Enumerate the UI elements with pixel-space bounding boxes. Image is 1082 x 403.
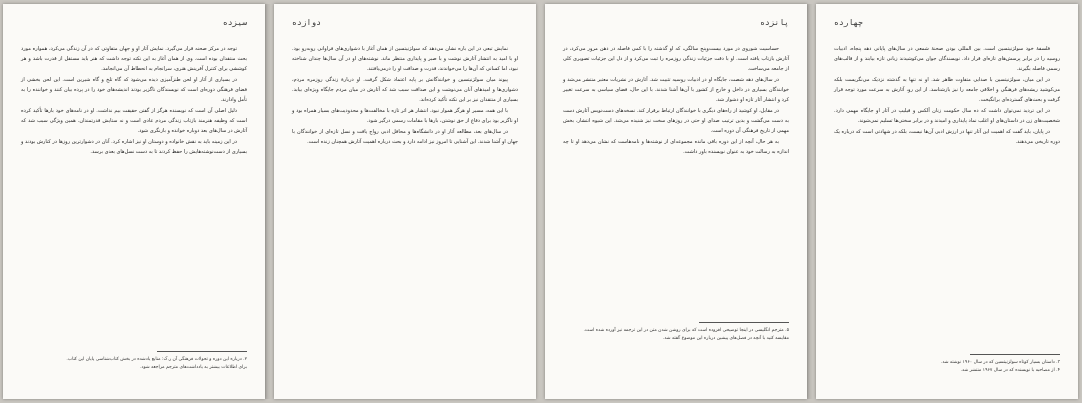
book-page-left-outer xyxy=(3,4,265,399)
page-header xyxy=(292,18,518,27)
paragraph: با این همه، مسیر او هرگز هموار نبود. انتشار هر اثر تازه با مخالفت‌ها و محدودیت‌های بسیار همراه بود و او ناگزیر بود برای دفاع از حق نوشتن، بارها با مقامات رسمی درگیر شود. xyxy=(292,108,518,124)
paragraph: در سال‌های دهه شصت، جایگاه او در ادبیات روسیه تثبیت شد. آثارش در نشریات معتبر منتشر می‌شد و خوانندگان بسیاری در داخل و خارج از کشور با آن‌ها آشنا شدند. با این حال، فضای سیاسی به سرعت تغییر کرد و انتشار آثار تازه او دشوار شد. xyxy=(563,77,789,103)
paragraph: در سال‌های بعد، مطالعه آثار او در دانشگاه‌ها و محافل ادبی رواج یافت و نسل تازه‌ای از خوانندگان با جهان او آشنا شدند. این آشنایی تا امروز نیز ادامه دارد و بحث درباره اهمیت آثارش همچنان زنده است. xyxy=(292,129,518,145)
footnote: ۳. داستان بسیار کوتاه سولژنیتسین که در سال ۱۹۶۰ نوشته شد. xyxy=(940,360,1060,365)
page-header xyxy=(21,18,247,27)
page-number: پانزده xyxy=(760,18,789,27)
page-number: دوازده xyxy=(292,18,321,27)
paragraph: نمایش تبعی در این باره نشان می‌دهد که سولژنیتسین از همان آغاز با دشواری‌های فراوانی روبه‌رو بود. او با امید به انتشار آثارش نوشت و با صبر و پایداری منتظر ماند. نوشته‌های او در آن سال‌ها چندان شناخته نبود، اما کسانی که آن‌ها را می‌خواندند، قدرت و صداقت او را درمی‌یافتند. xyxy=(292,46,518,72)
spine-shadow xyxy=(807,4,813,399)
paragraph: فلسفهٔ خود سولژنیتسین است. بین المللی بودن صحنهٔ شمعی در سال‌های پایانی دهه پنجاه، ادبیات روسیه را در برابر پرسش‌های تازه‌ای قرار داد. نویسندگان جوان می‌کوشیدند زبانی تازه بیابند و از قالب‌های رسمی فاصله بگیرند. xyxy=(834,46,1060,72)
paragraph: به هر حال، آنچه از این دوره باقی مانده مجموعه‌ای از نوشته‌ها و نامه‌هاست که نشان می‌دهد او تا چه اندازه به رسالت خود به عنوان نویسنده باور داشت. xyxy=(563,139,789,155)
page-number: سیزده xyxy=(222,18,247,27)
footnote: ۵. مترجم انگلیسی در اینجا توضیحی افزوده است که برای روشن شدن متن در این ترجمه نیز آورده شده است. xyxy=(583,328,789,333)
footnotes xyxy=(834,359,1060,375)
page-header xyxy=(563,18,789,27)
paragraph: حساسیت شوروی در مورد بیست‌وپنج سالگی، که او گذشته را با کمی فاصله در ذهن مرور می‌کرد، در آثارش بازتاب یافته است. او با دقت جزئیات زندگی روزمره را ثبت می‌کرد و از دل این جزئیات تصویری کلی از جامعه می‌ساخت. xyxy=(563,46,789,72)
paragraph: در این تردید نمی‌توان داشت که ده سال حکومت زنان آلکس و فیلیپ در آثار او جایگاه مهمی دارد. شخصیت‌های زن در داستان‌های او اغلب نماد پایداری و امیدند و در برابر سختی‌ها تسلیم نمی‌شوند. xyxy=(834,108,1060,124)
footnotes xyxy=(563,327,789,343)
paragraph: توجه در مرکز صحنه قرار می‌گیرد. نمایش آثار او و جهان متفاوتی که در آن زندگی می‌کرد، همواره مورد بحث منتقدان بوده است. وی از همان آغاز به این نکته توجه داشت که هنر باید مستقل از قدرت باشد و هر کوششی برای کنترل آفرینش هنری، سرانجام به انحطاط آن می‌انجامد. xyxy=(21,46,247,72)
footnote-rule xyxy=(699,322,789,323)
footnote: ۴. از مصاحبه با نویسنده که در سال ۱۹۶۷ منتشر شد. xyxy=(960,368,1060,373)
paragraph: در بسیاری از آثار او لحن طنزآمیزی دیده می‌شود که گاه تلخ و گاه شیرین است. این لحن بخشی از فضای فرهنگی دوره‌ای است که نویسندگان ناگزیر بودند اندیشه‌های خود را در پرده بیان کنند و خواننده را به تأمل وادارند. xyxy=(21,77,247,103)
page-body xyxy=(834,44,1060,148)
paragraph: در این زمینه باید به نقش خانواده و دوستان او نیز اشاره کرد. آنان در دشوارترین روزها در کنارش بودند و بسیاری از دست‌نوشته‌هایش را حفظ کردند تا به دست نسل‌های بعدی برسد. xyxy=(21,139,247,155)
footnote: مقایسه کنید با آنچه در فصل‌های پیشین درباره این موضوع گفته شد. xyxy=(662,336,789,341)
footnote: برای اطلاعات بیشتر به یادداشت‌های مترجم مراجعه شود. xyxy=(140,365,247,370)
page-body xyxy=(21,44,247,158)
page-header xyxy=(834,18,1060,27)
page-body xyxy=(292,44,518,148)
spine-shadow xyxy=(265,4,271,399)
page-body xyxy=(563,44,789,158)
paragraph: دلیل اصلی آن است که نویسنده هرگز از گفتن حقیقت بیم نداشت. او در نامه‌های خود بارها تأکید کرده است که وظیفه هنرمند بازتاب زندگی مردم عادی است و نه ستایش قدرتمندان. همین ویژگی سبب شد که آثارش در سال‌های بعد دوباره خوانده و بازنگری شود. xyxy=(21,108,247,134)
footnote-rule xyxy=(157,351,247,352)
footnote-rule xyxy=(970,354,1060,355)
book-page-right-outer xyxy=(816,4,1078,399)
paragraph: در مقابل، او کوشید از راه‌های دیگری با خوانندگان ارتباط برقرار کند. نسخه‌های دست‌نویس آثارش دست به دست می‌گشت و بدین ترتیب صدای او حتی در روزهای سخت نیز شنیده می‌شد. این شیوه انتشار، بخش مهمی از تاریخ فرهنگی آن دوره است. xyxy=(563,108,789,134)
footnotes xyxy=(21,356,247,372)
paragraph: در پایان، باید گفت که اهمیت این آثار تنها در ارزش ادبی آن‌ها نیست، بلکه در شهادتی است که درباره یک دوره تاریخی می‌دهند. xyxy=(834,129,1060,145)
footnote: ۲. درباره این دوره و تحولات فرهنگی آن ر.ک: منابع یادشده در بخش کتاب‌شناسی پایان این کتاب. xyxy=(66,357,247,362)
page-number: چهارده xyxy=(834,18,863,27)
paragraph: در این میان، سولژنیتسین با صدایی متفاوت ظاهر شد. او نه تنها به گذشته نزدیک می‌نگریست بلکه می‌کوشید ریشه‌های فرهنگی و اخلاقی جامعه را نیز بازشناسد. از این رو، آثارش به سرعت مورد توجه قرار گرفت و بحث‌های گسترده‌ای برانگیخت. xyxy=(834,77,1060,103)
book-page-right-inner xyxy=(545,4,807,399)
paragraph: پیوند میان سولژنیتسین و خوانندگانش بر پایه اعتماد شکل گرفت. او دربارهٔ زندگی روزمره مردم، دشواری‌ها و امیدهای آنان می‌نوشت و این صداقت سبب شد که آثارش در میان مردم جایگاه ویژه‌ای بیابد. بسیاری از منتقدان نیز بر این نکته تأکید کرده‌اند. xyxy=(292,77,518,103)
book-page-left-inner xyxy=(274,4,536,399)
